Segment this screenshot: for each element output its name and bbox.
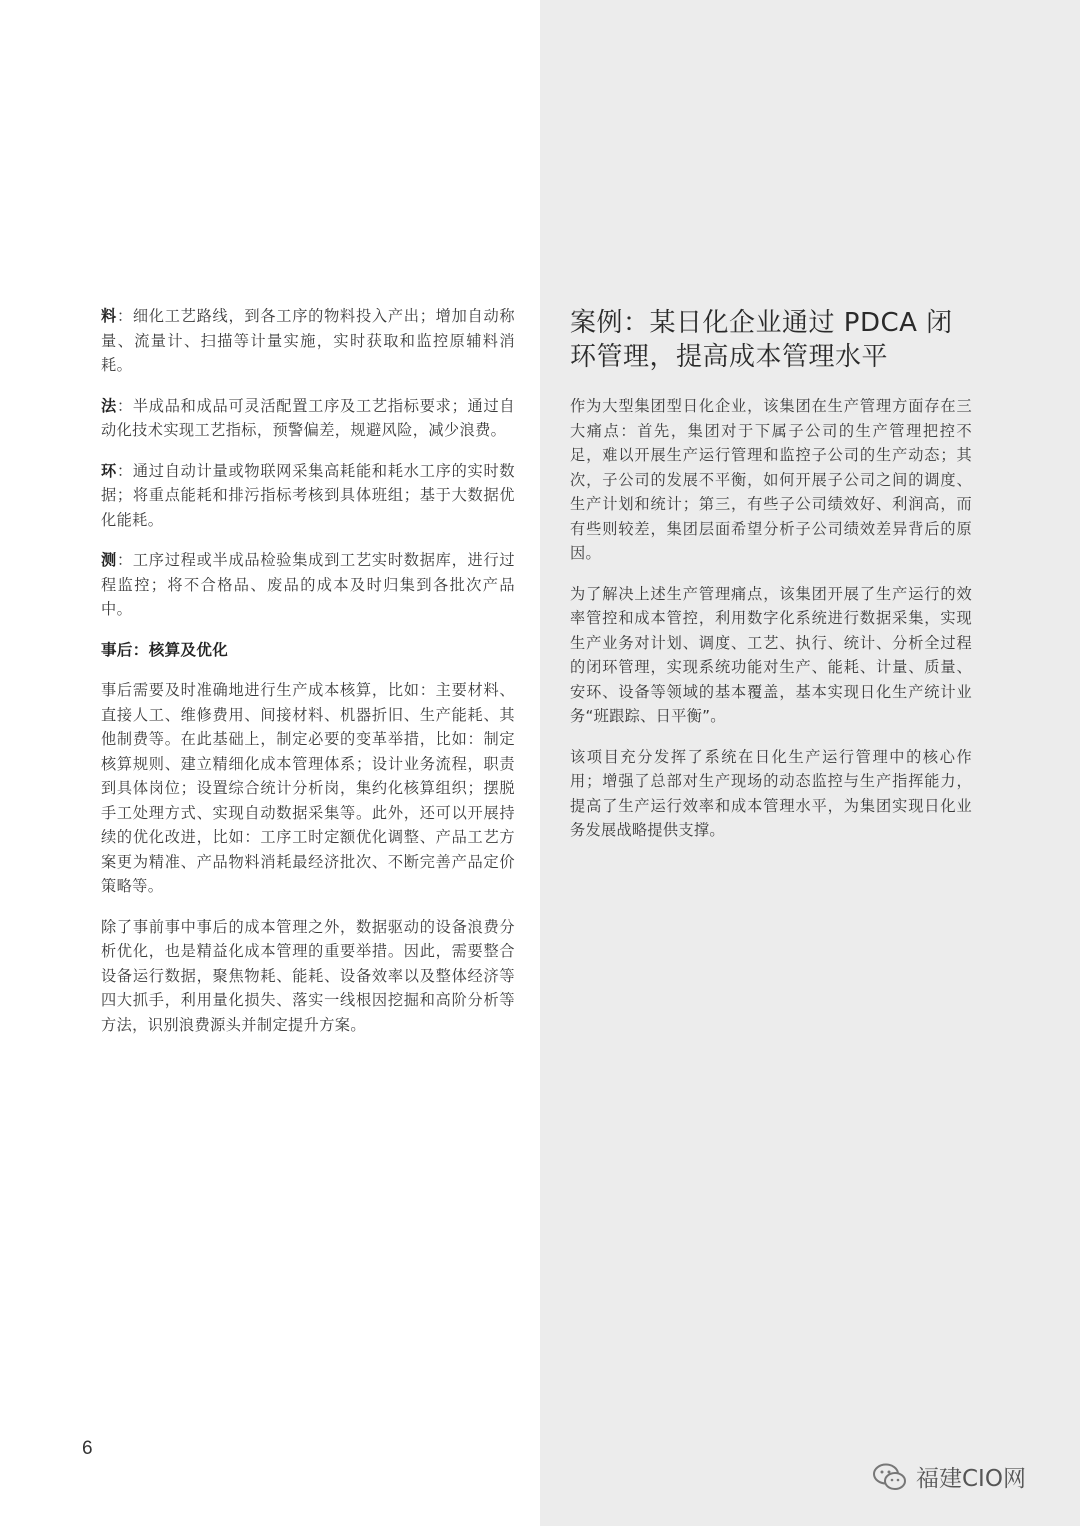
paragraph: 事后需要及时准确地进行生产成本核算，比如：主要材料、直接人工、维修费用、间接材料、机器折旧、生产能耗、其他制费等。在此基础上，制定必要的变革举措，比如：制定核算规则、建立精细化成本管理体系；设计业务流程，职责到具体岗位；设置综合统计分析岗，集约化核算组织；摆脱手工处理方式、实现自动数据采集等。此外，还可以开展持续的优化改进，比如：工序工时定额优化调整、产品工艺方案更为精准、产品物料消耗最经济批次、不断完善产品定价策略等。 (101, 681, 515, 895)
paragraph-text: ：工序过程或半成品检验集成到工艺实时数据库，进行过程监控；将不合格品、废品的成本及时归集到各批次产品中。 (101, 551, 515, 618)
paragraph-method (101, 394, 515, 443)
paragraph: 为了解决上述生产管理痛点，该集团开展了生产运行的效率管控和成本管控，利用数字化系统进行数据采集，实现生产业务对计划、调度、工艺、执行、统计、分析全过程的闭环管理，实现系统功能对生产、能耗、计量、质量、安环、设备等领域的基本覆盖，基本实现日化生产统计业务“班跟踪、日平衡”。 (570, 584, 972, 725)
keyword: 环 (101, 461, 117, 480)
watermark-text: 福建CIO网 (916, 1466, 1026, 1492)
case-title: 案例：某日化企业通过 PDCA 闭环管理，提高成本管理水平 (570, 308, 953, 372)
page-number: 6 (82, 1438, 93, 1459)
keyword: 测 (101, 551, 117, 569)
paragraph: 该项目充分发挥了系统在日化生产运行管理中的核心作用；增强了总部对生产现场的动态监控与生产指挥能力，提高了生产运行效率和成本管理水平，为集团实现日化业务发展战略提供支撑。 (570, 747, 972, 839)
paragraph: 作为大型集团型日化企业，该集团在生产管理方面存在三大痛点：首先，集团对于下属子公司的生产管理把控不足，难以开展生产运行管理和监控子公司的生产动态；其次，子公司的发展不平衡，如何开展子公司之间的调度、生产计划和统计；第三，有些子公司绩效好、利润高，而有些则较差，集团层面希望分析子公司绩效差异背后的原因。 (570, 397, 972, 562)
wechat-icon (872, 1462, 908, 1492)
paragraph-text: ：通过自动计量或物联网采集高耗能和耗水工序的实时数据；将重点能耗和排污指标考核到具体班组；基于大数据优化能耗。 (101, 461, 515, 529)
left-column (101, 304, 515, 1053)
paragraph-environment (101, 459, 515, 533)
paragraph-material (101, 304, 515, 378)
right-column (570, 306, 972, 859)
watermark (872, 1460, 1026, 1493)
paragraph-text: ：半成品和成品可灵活配置工序及工艺指标要求；通过自动化技术实现工艺指标，预警偏差，规避风险，减少浪费。 (101, 396, 515, 439)
paragraph: 除了事前事中事后的成本管理之外，数据驱动的设备浪费分析优化，也是精益化成本管理的重要举措。因此，需要整合设备运行数据，聚焦物耗、能耗、设备效率以及整体经济等四大抓手，利用量化损失、落实一线根因挖掘和高阶分析等方法，识别浪费源头并制定提升方案。 (101, 917, 515, 1034)
keyword: 料 (101, 307, 117, 325)
paragraph-measurement (101, 548, 515, 622)
section-heading: 事后：核算及优化 (101, 640, 229, 659)
keyword: 法 (101, 396, 117, 415)
paragraph-text: ：细化工艺路线，到各工序的物料投入产出；增加自动称量、流量计、扫描等计量实施，实时获取和监控原辅料消耗。 (101, 307, 515, 374)
